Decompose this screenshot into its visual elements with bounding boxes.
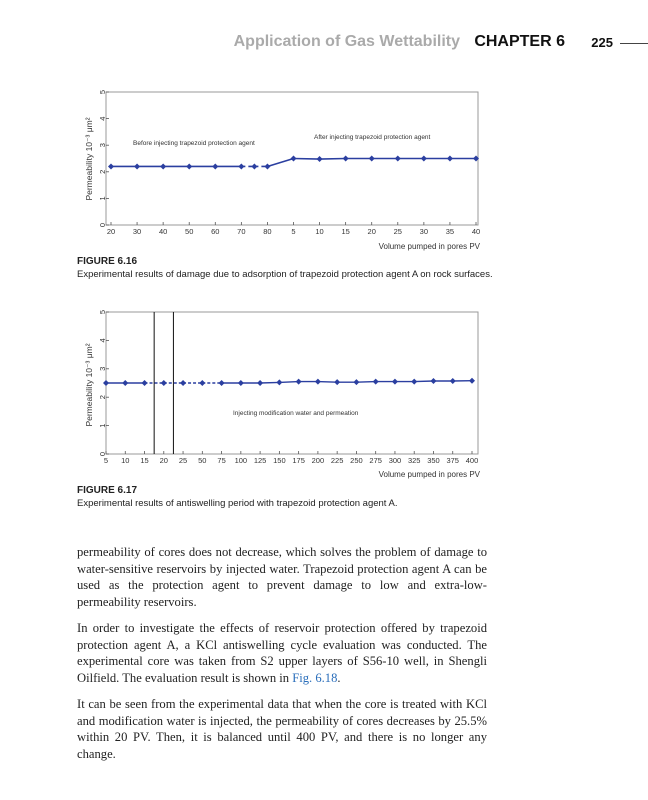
paragraph-3: It can be seen from the experimental data that when the core is treated with KCl and modification water is injected, the permeability of cores decreases by 25.5% within 20 PV. Then, it is balanced until 400 PV, and there is no longer any change. (77, 697, 487, 761)
x-tick-label: 80 (263, 227, 272, 236)
data-point (353, 379, 359, 385)
x-tick-label: 150 (273, 456, 286, 465)
x-tick-label: 60 (211, 227, 220, 236)
x-tick-label: 50 (198, 456, 207, 465)
x-tick-label: 325 (407, 456, 421, 465)
x-tick-label: 5 (103, 456, 109, 465)
data-point (134, 163, 140, 169)
y-tick-label: 2 (98, 169, 107, 174)
x-axis-label: Volume pumped in pores PV (378, 470, 480, 479)
data-point (238, 380, 244, 386)
figure-reference-link[interactable]: Fig. 6.18 (292, 670, 338, 685)
data-point (108, 163, 114, 169)
data-point (103, 380, 109, 386)
data-point (334, 379, 340, 385)
x-tick-label: 5 (291, 227, 296, 236)
x-tick-label: 30 (132, 227, 142, 236)
figure-6-17-chart (0, 305, 648, 482)
y-tick-label: 1 (98, 423, 107, 428)
data-point (430, 378, 436, 384)
x-tick-label: 200 (311, 456, 325, 465)
figure-6-17-caption: Experimental results of antiswelling period with trapezoid protection agent A. (77, 498, 398, 509)
y-tick-label: 3 (98, 143, 107, 148)
y-axis-label: Permeability 10⁻³ μm² (84, 117, 94, 201)
figure-6-16-label: FIGURE 6.16 (77, 256, 138, 267)
y-tick-label: 0 (98, 451, 107, 457)
x-tick-label: 25 (393, 227, 402, 236)
x-tick-label: 300 (388, 456, 402, 465)
x-tick-label: 225 (330, 456, 344, 465)
annotation-before: Before injecting trapezoid protection agent (133, 140, 255, 147)
figure-6-16-chart (0, 80, 648, 255)
y-tick-label: 3 (98, 366, 107, 371)
data-point (264, 163, 270, 169)
paragraph-2-end: . (337, 670, 341, 685)
x-tick-label: 250 (350, 456, 363, 465)
page-number: 225 (591, 35, 613, 50)
data-point (160, 163, 166, 169)
annotation-injecting: Injecting modification water and permeation (233, 410, 359, 417)
data-point (219, 380, 225, 386)
data-point (296, 379, 302, 385)
series-segment (320, 159, 346, 160)
y-tick-label: 1 (98, 196, 107, 201)
x-tick-label: 400 (465, 456, 479, 465)
x-tick-label: 15 (341, 227, 350, 236)
data-point (122, 380, 128, 386)
data-point (257, 380, 263, 386)
data-point (251, 163, 257, 169)
data-point (317, 156, 323, 162)
data-point (199, 380, 205, 386)
series-segment (267, 159, 293, 167)
data-point (450, 378, 456, 384)
header-rule (620, 43, 648, 44)
x-tick-label: 350 (427, 456, 440, 465)
data-point (161, 380, 167, 386)
x-tick-label: 20 (159, 456, 168, 465)
x-tick-label: 35 (445, 227, 455, 236)
y-tick-label: 2 (98, 395, 107, 400)
x-tick-label: 10 (121, 456, 130, 465)
running-header (0, 30, 648, 58)
y-tick-label: 0 (98, 222, 107, 228)
y-tick-label: 5 (98, 89, 107, 95)
x-tick-label: 275 (369, 456, 382, 465)
data-point (373, 379, 379, 385)
data-point (180, 380, 186, 386)
x-tick-label: 30 (419, 227, 429, 236)
y-axis-label: Permeability 10⁻³ μm² (84, 343, 94, 427)
data-point (369, 156, 375, 162)
x-tick-label: 15 (140, 456, 149, 465)
x-tick-label: 70 (237, 227, 246, 236)
data-point (447, 156, 453, 162)
x-tick-label: 20 (367, 227, 376, 236)
data-point (343, 156, 349, 162)
data-point (291, 156, 297, 162)
x-tick-label: 25 (178, 456, 188, 465)
y-tick-label: 4 (98, 338, 107, 343)
x-tick-label: 40 (471, 227, 481, 236)
x-tick-label: 75 (217, 456, 226, 465)
data-point (142, 380, 148, 386)
paragraph-1: permeability of cores does not decrease, which solves the problem of damage to water-sensitive reservoirs by injected water. Trapezoid protection agent A can be used as the protection agent to prevent damage to low and extra-low-permeability reservoirs. (77, 545, 487, 609)
data-point (421, 156, 427, 162)
data-point (315, 379, 321, 385)
figure-6-17-label: FIGURE 6.17 (77, 485, 138, 496)
series-segment (294, 159, 320, 160)
x-tick-label: 175 (292, 456, 305, 465)
y-tick-label: 5 (98, 309, 107, 315)
figure-6-16-caption: Experimental results of damage due to adsorption of trapezoid protection agent A on rock surfaces. (77, 269, 493, 280)
data-point (186, 163, 192, 169)
series-segment (279, 382, 298, 383)
header-chapter: CHAPTER 6 (474, 33, 565, 50)
data-point (395, 156, 401, 162)
y-tick-label: 4 (98, 116, 107, 121)
x-tick-label: 50 (185, 227, 194, 236)
paragraph-2 (77, 620, 487, 686)
x-tick-label: 20 (106, 227, 116, 236)
data-point (276, 379, 282, 385)
body-text (77, 544, 487, 772)
data-point (212, 163, 218, 169)
x-tick-label: 375 (446, 456, 459, 465)
data-point (392, 379, 398, 385)
x-tick-label: 10 (315, 227, 324, 236)
x-tick-label: 40 (158, 227, 168, 236)
header-title: Application of Gas Wettability (233, 33, 460, 50)
data-point (411, 379, 417, 385)
x-axis-label: Volume pumped in pores PV (378, 242, 480, 251)
data-point (469, 378, 475, 384)
paragraph-2-text: In order to investigate the effects of reservoir protection offered by trapezoid protection agent A, a KCl antiswelling cycle evaluation was conducted. The experimental core was taken from S2 upper layers of S56-10 well, in Shengli Oilfield. The evaluation result is shown in (77, 621, 487, 685)
annotation-after: After injecting trapezoid protection agent (314, 134, 431, 141)
x-tick-label: 125 (253, 456, 267, 465)
data-point (238, 163, 244, 169)
x-tick-label: 100 (234, 456, 248, 465)
